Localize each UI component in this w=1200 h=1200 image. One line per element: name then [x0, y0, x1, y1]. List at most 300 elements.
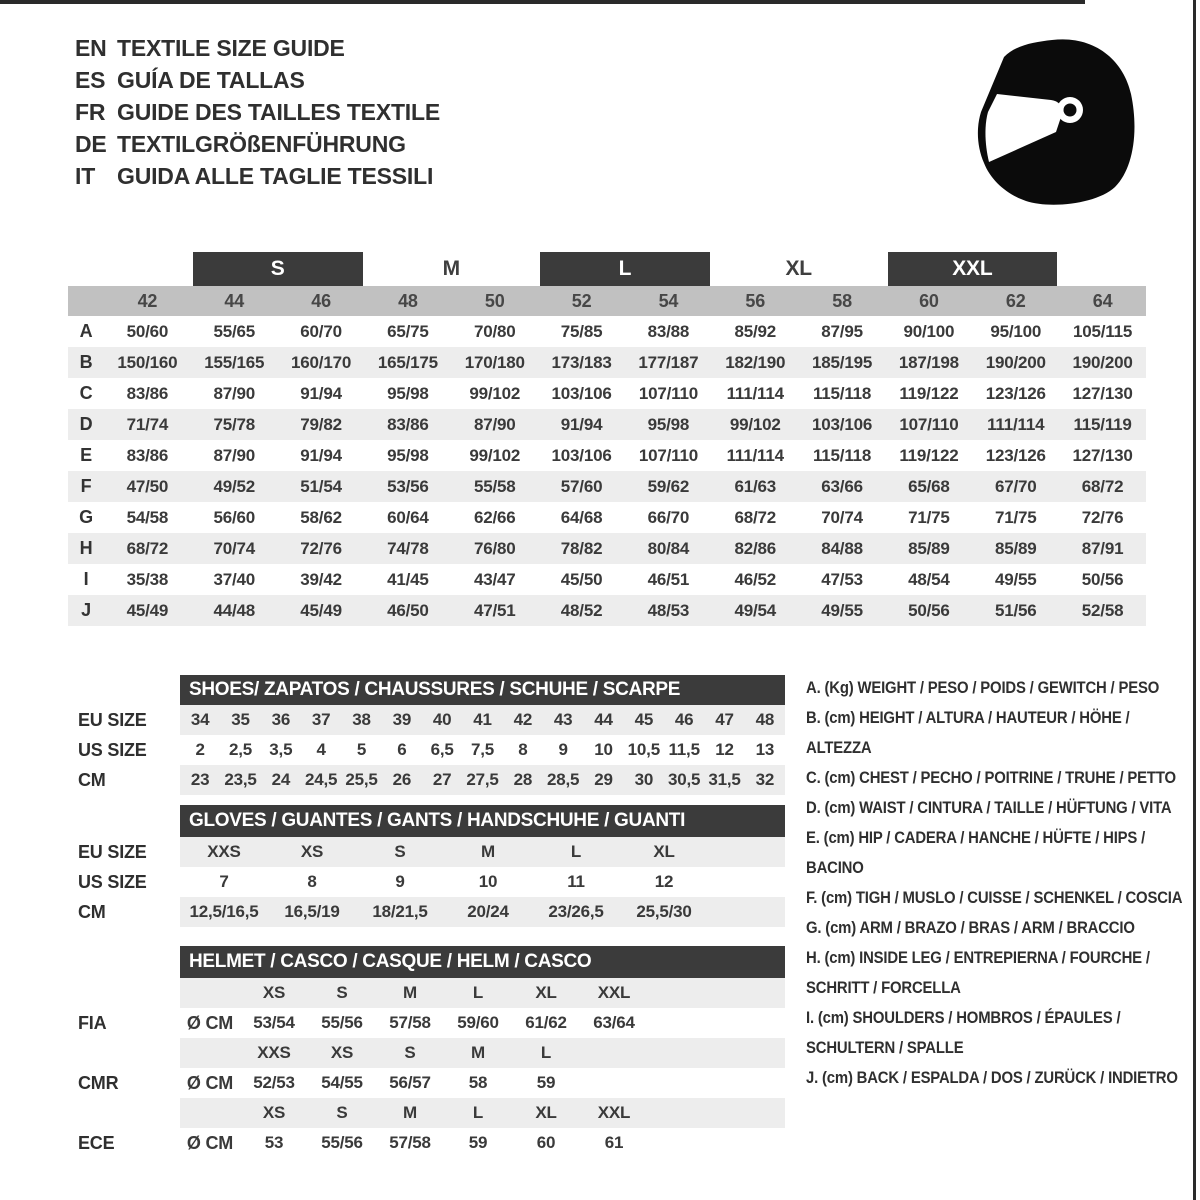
- size-group-label: XL: [785, 257, 812, 280]
- measure-cell: 71/74: [126, 414, 169, 434]
- measure-cell: 123/126: [985, 445, 1046, 465]
- helmet-row-cells: [180, 1038, 785, 1068]
- measure-cell: 75/85: [560, 321, 603, 341]
- measure-cell: 111/114: [726, 445, 784, 465]
- measure-cell: 177/187: [638, 352, 699, 372]
- helmet-row: [68, 1128, 785, 1158]
- gloves-row-cells: [180, 867, 785, 897]
- measure-row-c: [68, 378, 1146, 409]
- size-cell: 59/60: [457, 1013, 499, 1032]
- measure-cell: 50/56: [1081, 569, 1124, 589]
- measure-cell: 63/66: [821, 476, 863, 496]
- size-group-row: [68, 252, 1146, 286]
- language-row-es: [75, 64, 440, 96]
- measure-cell: 76/80: [473, 538, 516, 558]
- size-cell: 16,5/19: [284, 902, 340, 921]
- measure-cell: 68/72: [126, 538, 169, 558]
- column-header-50: 50: [484, 290, 505, 311]
- measure-cell: 51/54: [300, 476, 342, 496]
- measure-cell: 83/86: [126, 445, 169, 465]
- row-label: EU SIZE: [78, 709, 147, 730]
- size-cell: 48: [755, 710, 775, 729]
- measure-cell: 75/78: [213, 414, 256, 434]
- size-cell: 13: [755, 740, 775, 759]
- legend-item-d: D. (cm) WAIST / CINTURA / TAILLE / HÜFTUNG / VITA: [806, 798, 1172, 817]
- legend-item-f: F. (cm) TIGH / MUSLO / CUISSE / SCHENKEL / COSCIA: [806, 888, 1183, 907]
- size-cell: 60: [536, 1133, 556, 1152]
- measure-cell: 45/50: [560, 569, 603, 589]
- measure-cell: 57/60: [560, 476, 603, 496]
- size-cell: 59: [536, 1073, 556, 1092]
- measure-cell: 47/50: [126, 476, 169, 496]
- measure-cell: 48/53: [647, 600, 690, 620]
- measure-cell: 47/53: [821, 569, 863, 589]
- measure-row-h: [68, 533, 1146, 564]
- size-cell: L: [472, 983, 484, 1002]
- measure-cell: 45/49: [300, 600, 342, 620]
- measure-cell: 115/119: [1073, 414, 1132, 434]
- measure-cell: 66/70: [647, 507, 690, 527]
- size-cell: 25,5/30: [636, 902, 692, 921]
- size-cell: L: [472, 1103, 484, 1122]
- measure-cell: 87/91: [1081, 538, 1124, 558]
- measure-rows: [68, 316, 1146, 626]
- measure-cell: 119/122: [899, 383, 959, 403]
- measure-cell: 85/89: [994, 538, 1037, 558]
- gloves-row: [68, 897, 785, 927]
- measure-cell: 87/95: [821, 321, 863, 341]
- measure-cell: 95/98: [387, 383, 429, 403]
- size-cell: 57/58: [389, 1013, 431, 1032]
- row-letter: J: [81, 600, 91, 620]
- size-cell: 28: [513, 770, 533, 789]
- size-cell: 4: [316, 740, 326, 759]
- measure-cell: 85/89: [908, 538, 950, 558]
- measure-cell: 111/114: [987, 414, 1045, 434]
- measure-cell: 50/56: [908, 600, 950, 620]
- helmet-title-bar: HELMET / CASCO / CASQUE / HELM / CASCO: [180, 946, 785, 978]
- helmet-row: [68, 1098, 785, 1128]
- gloves-row: [68, 837, 785, 867]
- language-code: FR: [75, 98, 106, 125]
- size-cell: 52/53: [253, 1073, 295, 1092]
- size-cell: 6: [397, 740, 407, 759]
- size-cell: 3,5: [269, 740, 293, 759]
- size-cell: XS: [300, 842, 324, 861]
- measure-cell: 115/118: [812, 445, 872, 465]
- size-cell: S: [336, 983, 348, 1002]
- language-code: DE: [75, 130, 107, 157]
- gloves-row-cells: [180, 897, 785, 927]
- size-cell: 42: [513, 710, 533, 729]
- measure-cell: 70/80: [473, 321, 516, 341]
- size-cell: 58: [468, 1073, 488, 1092]
- size-cell: 26: [392, 770, 412, 789]
- measure-cell: 83/86: [126, 383, 169, 403]
- helmet-row: [68, 1008, 785, 1038]
- helmet-row: [68, 1068, 785, 1098]
- measure-cell: 79/82: [300, 414, 342, 434]
- measure-cell: 87/90: [213, 445, 256, 465]
- size-cell: 45: [634, 710, 654, 729]
- measure-cell: 58/62: [300, 507, 342, 527]
- measure-cell: 115/118: [812, 383, 872, 403]
- row-label: FIA: [78, 1012, 107, 1033]
- measure-row-e: [68, 440, 1146, 471]
- size-group-s: [193, 252, 363, 286]
- row-letter: A: [79, 321, 93, 341]
- size-cell: 9: [558, 740, 568, 759]
- measure-cell: 95/100: [990, 321, 1042, 341]
- size-cell: XS: [262, 1103, 286, 1122]
- helmet-table: [68, 946, 785, 1158]
- shoes-row: [68, 765, 785, 795]
- size-cell: 29: [594, 770, 613, 789]
- size-cell: 28,5: [547, 770, 580, 789]
- legend-item-a: A. (Kg) WEIGHT / PESO / POIDS / GEWITCH / PESO: [806, 678, 1160, 697]
- size-cell: 8: [518, 740, 528, 759]
- measure-cell: 72/76: [300, 538, 342, 558]
- measure-cell: 60/64: [387, 507, 429, 527]
- measure-cell: 111/114: [726, 383, 784, 403]
- measure-cell: 99/102: [729, 414, 781, 434]
- helmet-row-cells: [180, 1008, 785, 1038]
- size-cell: 31,5: [708, 770, 741, 789]
- size-cell: 56/57: [389, 1073, 431, 1092]
- measure-cell: 45/49: [126, 600, 169, 620]
- shoes-title-bar: SHOES/ ZAPATOS / CHAUSSURES / SCHUHE / SCARPE: [180, 675, 785, 705]
- measure-cell: 80/84: [647, 538, 690, 558]
- size-cell: 37: [311, 710, 331, 729]
- size-cell: 43: [553, 710, 573, 729]
- measure-cell: 35/38: [126, 569, 169, 589]
- measure-cell: 91/94: [560, 414, 603, 434]
- size-cell: 57/58: [389, 1133, 431, 1152]
- measure-row-b: [68, 347, 1146, 378]
- measure-cell: 190/200: [1072, 352, 1133, 372]
- measure-cell: 170/180: [464, 352, 525, 372]
- size-cell: 6,5: [430, 740, 454, 759]
- measure-cell: 62/66: [473, 507, 516, 527]
- helmet-rows: [68, 978, 785, 1158]
- measure-cell: 85/92: [734, 321, 777, 341]
- measure-cell: 155/165: [204, 352, 265, 372]
- measure-cell: 64/68: [560, 507, 603, 527]
- measure-cell: 107/110: [638, 383, 698, 403]
- size-group-label: S: [270, 257, 285, 280]
- measure-cell: 123/126: [985, 383, 1046, 403]
- measure-cell: 190/200: [985, 352, 1046, 372]
- size-cell: 53: [264, 1133, 284, 1152]
- size-cell: 39: [392, 710, 412, 729]
- measure-cell: 99/102: [469, 383, 521, 403]
- helmet-row-cells: [180, 978, 785, 1008]
- racing-helmet-svg: [973, 36, 1145, 208]
- measure-cell: 150/160: [117, 352, 178, 372]
- helmet-row-cells: [180, 1068, 785, 1098]
- legend-item-j: J. (cm) BACK / ESPALDA / DOS / ZURÜCK / INDIETRO: [806, 1068, 1178, 1087]
- shoes-row: [68, 705, 785, 735]
- row-label: [68, 978, 180, 1008]
- size-cell: 10: [594, 740, 613, 759]
- measure-cell: 78/82: [560, 538, 603, 558]
- row-letter: I: [83, 569, 89, 589]
- column-header-62: 62: [1005, 290, 1026, 311]
- row-letter: B: [79, 352, 93, 372]
- size-cell: 35: [231, 710, 250, 729]
- measure-row-f: [68, 471, 1146, 502]
- size-cell: XS: [262, 983, 286, 1002]
- size-cell: 2,5: [228, 740, 253, 759]
- size-cell: 23,5: [224, 770, 257, 789]
- size-cell: M: [403, 983, 417, 1002]
- column-header-44: 44: [224, 290, 245, 311]
- size-cell: M: [471, 1043, 485, 1062]
- measure-cell: 107/110: [899, 414, 959, 434]
- language-row-en: [75, 32, 440, 64]
- size-cell: XS: [330, 1043, 354, 1062]
- size-cell: 53/54: [253, 1013, 295, 1032]
- measure-cell: 53/56: [387, 476, 429, 496]
- measure-cell: 39/42: [300, 569, 342, 589]
- measure-cell: 127/130: [1072, 445, 1133, 465]
- measure-cell: 65/68: [908, 476, 950, 496]
- measure-cell: 105/115: [1073, 321, 1133, 341]
- size-cell: 11,5: [668, 740, 700, 759]
- measure-cell: 84/88: [821, 538, 863, 558]
- top-edge-line: [0, 0, 1085, 4]
- size-group-m: [365, 252, 539, 286]
- size-cell: S: [404, 1043, 416, 1062]
- measure-cell: 90/100: [903, 321, 955, 341]
- measure-cell: 67/70: [994, 476, 1037, 496]
- gloves-table: [68, 805, 785, 927]
- size-cell: XL: [653, 842, 675, 861]
- size-cell: 12: [715, 740, 734, 759]
- size-cell: L: [570, 842, 582, 861]
- size-cell: 34: [190, 710, 210, 729]
- gloves-rows: [68, 837, 785, 927]
- shoes-table: [68, 675, 785, 795]
- measure-cell: 103/106: [812, 414, 873, 434]
- size-cell: 40: [432, 710, 452, 729]
- gloves-row: [68, 867, 785, 897]
- measure-cell: 71/75: [994, 507, 1037, 527]
- size-group-xxl: [888, 252, 1058, 286]
- language-title: GUIDA ALLE TAGLIE TESSILI: [117, 162, 434, 189]
- measure-row-j: [68, 595, 1146, 626]
- language-code: EN: [75, 34, 107, 61]
- measure-cell: 99/102: [469, 445, 521, 465]
- size-cell: 25,5: [345, 770, 378, 789]
- size-cell: XXS: [257, 1043, 291, 1062]
- size-cell: 12,5/16,5: [189, 902, 259, 921]
- size-number-row: [68, 286, 1146, 316]
- measure-cell: 56/60: [213, 507, 256, 527]
- measure-cell: 49/55: [994, 569, 1037, 589]
- row-label: EU SIZE: [78, 841, 147, 862]
- measure-cell: 72/76: [1081, 507, 1124, 527]
- size-cell: 36: [271, 710, 291, 729]
- row-label: CM: [78, 769, 106, 790]
- measure-cell: 185/195: [812, 352, 873, 372]
- size-cell: 12: [654, 872, 674, 891]
- language-code: ES: [75, 66, 106, 93]
- size-cell: 54/55: [321, 1073, 363, 1092]
- measure-cell: 48/52: [560, 600, 603, 620]
- size-group-xl: [712, 252, 886, 286]
- size-cell: 30,5: [668, 770, 701, 789]
- measure-cell: 70/74: [821, 507, 863, 527]
- row-label: [68, 1098, 180, 1128]
- row-label: CM: [78, 901, 106, 922]
- size-cell: 24: [271, 770, 291, 789]
- measure-cell: 83/86: [387, 414, 429, 434]
- size-cell: 7,5: [470, 740, 495, 759]
- language-title: TEXTILE SIZE GUIDE: [117, 34, 345, 61]
- measure-cell: 68/72: [734, 507, 777, 527]
- size-cell: 59: [468, 1133, 488, 1152]
- language-title: GUÍA DE TALLAS: [117, 66, 305, 93]
- row-letter: D: [79, 414, 93, 434]
- language-row-fr: [75, 96, 440, 128]
- size-cell: M: [403, 1103, 417, 1122]
- size-prefix: Ø CM: [186, 1012, 234, 1033]
- measure-cell: 187/198: [898, 352, 959, 372]
- helmet-row: [68, 978, 785, 1008]
- size-cell: 27: [432, 770, 452, 789]
- column-header-48: 48: [398, 290, 418, 311]
- legend-item-b: B. (cm) HEIGHT / ALTURA / HAUTEUR / HÖHE / ALTEZZA: [806, 708, 1130, 757]
- measure-cell: 91/94: [300, 383, 342, 403]
- size-group-spacer: [68, 252, 191, 286]
- measure-cell: 103/106: [551, 383, 612, 403]
- language-row-it: [75, 160, 440, 192]
- size-cell: 9: [395, 872, 405, 891]
- measure-cell: 70/74: [213, 538, 256, 558]
- measure-cell: 44/48: [213, 600, 256, 620]
- row-label: ECE: [78, 1132, 115, 1153]
- measure-cell: 47/51: [473, 600, 516, 620]
- shoes-rows: [68, 705, 785, 795]
- measure-cell: 165/175: [377, 352, 438, 372]
- column-header-60: 60: [919, 290, 939, 311]
- language-code: IT: [75, 162, 96, 189]
- size-cell: 24,5: [305, 770, 338, 789]
- size-cell: 61/62: [525, 1013, 567, 1032]
- measure-cell: 55/65: [213, 321, 256, 341]
- measure-cell: 48/54: [908, 569, 950, 589]
- row-letter: H: [79, 538, 93, 558]
- size-cell: 18/21,5: [372, 902, 428, 921]
- legend-item-e: E. (cm) HIP / CADERA / HANCHE / HÜFTE / HIPS / BACINO: [806, 828, 1146, 877]
- row-label: US SIZE: [78, 739, 147, 760]
- main-size-table: [68, 252, 1146, 626]
- measure-cell: 91/94: [300, 445, 342, 465]
- legend-item-h: H. (cm) INSIDE LEG / ENTREPIERNA / FOURCHE / SCHRITT / FORCELLA: [806, 948, 1150, 997]
- measure-cell: 74/78: [387, 538, 429, 558]
- size-cell: 44: [594, 710, 613, 729]
- row-label: CMR: [78, 1072, 119, 1093]
- measure-cell: 51/56: [994, 600, 1037, 620]
- helmet-row-cells: [180, 1128, 785, 1158]
- language-title: TEXTILGRÖßENFÜHRUNG: [117, 130, 406, 157]
- size-cell: 2: [195, 740, 205, 759]
- shoes-row: [68, 735, 785, 765]
- measure-cell: 43/47: [473, 569, 516, 589]
- measure-cell: 50/60: [126, 321, 169, 341]
- gloves-title-bar: GLOVES / GUANTES / GANTS / HANDSCHUHE / GUANTI: [180, 805, 785, 837]
- measure-cell: 127/130: [1072, 383, 1133, 403]
- size-cell: XXL: [597, 983, 631, 1002]
- measure-cell: 49/52: [213, 476, 256, 496]
- size-cell: 23: [190, 770, 210, 789]
- size-cell: XXL: [597, 1103, 631, 1122]
- language-row-de: [75, 128, 440, 160]
- gloves-row-cells: [180, 837, 785, 867]
- size-cell: 23/26,5: [548, 902, 604, 921]
- size-cell: 5: [356, 740, 367, 759]
- measure-cell: 49/55: [821, 600, 863, 620]
- size-cell: 10,5: [627, 740, 660, 759]
- size-cell: 47: [715, 710, 734, 729]
- size-cell: 63/64: [593, 1013, 635, 1032]
- measure-row-d: [68, 409, 1146, 440]
- column-header-58: 58: [832, 290, 852, 311]
- size-cell: 61: [604, 1133, 624, 1152]
- measure-cell: 173/183: [551, 352, 612, 372]
- measure-cell: 65/75: [387, 321, 429, 341]
- racing-helmet-icon: [973, 36, 1145, 208]
- size-cell: 32: [755, 770, 775, 789]
- size-cell: 30: [634, 770, 654, 789]
- size-cell: 41: [473, 710, 492, 729]
- measure-cell: 52/58: [1081, 600, 1124, 620]
- measure-cell: 107/110: [638, 445, 698, 465]
- measure-cell: 46/50: [387, 600, 429, 620]
- size-cell: 38: [352, 710, 371, 729]
- size-cell: 27,5: [466, 770, 499, 789]
- column-header-56: 56: [745, 290, 766, 311]
- size-cell: XL: [535, 983, 557, 1002]
- row-letter: G: [79, 507, 93, 527]
- measure-cell: 59/62: [647, 476, 690, 496]
- measure-cell: 46/51: [647, 569, 690, 589]
- size-group-label: L: [618, 257, 632, 280]
- helmet-row: [68, 1038, 785, 1068]
- measure-cell: 37/40: [213, 569, 256, 589]
- measure-cell: 46/52: [734, 569, 777, 589]
- measure-cell: 68/72: [1081, 476, 1124, 496]
- measurement-legend: [806, 673, 1191, 1093]
- size-cell: M: [481, 842, 495, 861]
- measure-cell: 82/86: [734, 538, 777, 558]
- measure-cell: 54/58: [126, 507, 169, 527]
- size-cell: XXS: [207, 842, 241, 861]
- row-letter: F: [80, 476, 92, 496]
- measure-cell: 103/106: [551, 445, 612, 465]
- row-letter: E: [80, 445, 92, 465]
- size-cell: 7: [219, 872, 229, 891]
- size-cell: 8: [307, 872, 317, 891]
- size-prefix: Ø CM: [186, 1072, 234, 1093]
- measure-cell: 119/122: [899, 445, 959, 465]
- measure-cell: 41/45: [387, 569, 429, 589]
- legend-item-i: I. (cm) SHOULDERS / HOMBROS / ÉPAULES / SCHULTERN / SPALLE: [806, 1008, 1121, 1057]
- shoes-row-cells: [180, 705, 785, 735]
- size-cell: 55/56: [321, 1013, 363, 1032]
- size-cell: 46: [674, 710, 694, 729]
